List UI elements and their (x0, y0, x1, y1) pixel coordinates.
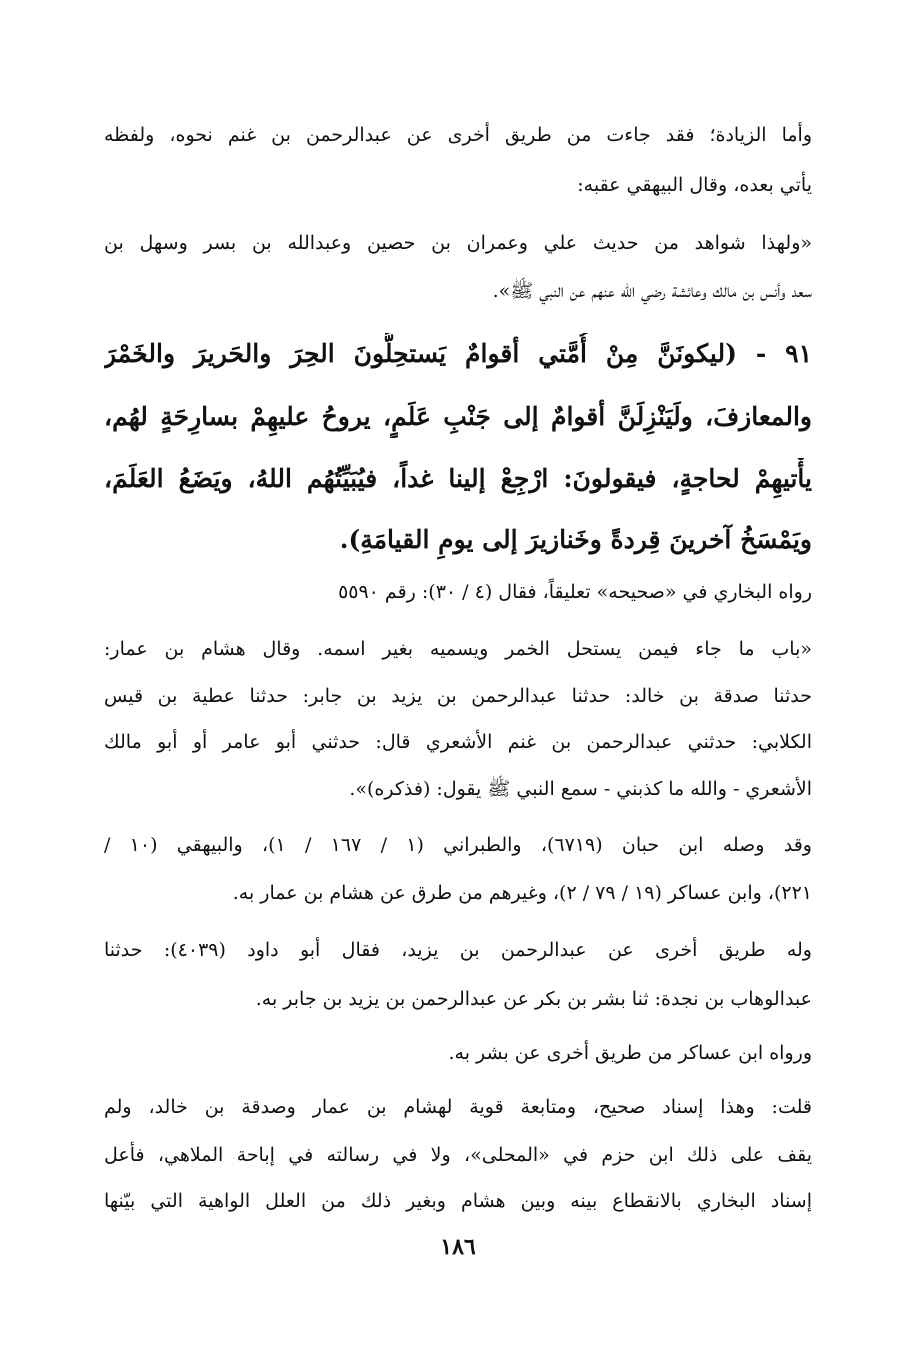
para3-line2: حدثنا صدقة بن خالد: حدثنا عبدالرحمن بن يزيد بن جابر: حدثنا عطية بن قيس (104, 685, 812, 707)
para2-line1: «ولهذا شواهد من حديث علي وعمران بن حصين وعبدالله بن بسر وسهل بن (104, 232, 812, 254)
para1-line2: يأتي بعده، وقال البيهقي عقبه: (577, 174, 812, 196)
hadith-line2: والمعازفَ، ولَيَنْزِلَنَّ أقوامٌ إلى جَنْبِ عَلَمٍ، يروحُ عليهِمْ بسارِحَةٍ لهُم، (104, 402, 812, 431)
source-line: رواه البخاري في «صحيحه» تعليقاً، فقال (٤ / ٣٠): رقم ٥٥٩٠ (338, 581, 812, 603)
para4-line2: ٢٢١)، وابن عساكر (١٩ / ٧٩ / ٢)، وغيرهم من طرق عن هشام بن عمار به. (232, 882, 812, 904)
para5-line1: وله طريق أخرى عن عبدالرحمن بن يزيد، فقال أبو داود (٤٠٣٩): حدثنا (104, 939, 812, 961)
para7-line2: يقف على ذلك ابن حزم في «المحلى»، ولا في رسالته في إباحة الملاهي، فأعل (104, 1144, 812, 1166)
para6-line1: ورواه ابن عساكر من طريق أخرى عن بشر به. (448, 1042, 812, 1064)
page-number: ١٨٦ (440, 1234, 476, 1260)
para7-line1: قلت: وهذا إسناد صحيح، ومتابعة قوية لهشام بن عمار وصدقة بن خالد، ولم (104, 1096, 812, 1118)
hadith-line3: يأْتيهِمْ لحاجةٍ، فيقولونَ: ارْجِعْ إلينا غداً، فيُبَيِّتُهُم اللهُ، ويَضَعُ العَلَمَ، (104, 464, 812, 493)
hadith-line1: ٩١ - (ليكونَنَّ مِنْ أُمَّتي أقوامٌ يَستحِلُّونَ الحِرَ والحَريرَ والخَمْرَ (104, 339, 812, 368)
hadith-line4: ويَمْسَخُ آخرينَ قِردةً وخَنازيرَ إلى يومِ القيامَةِ). (339, 525, 812, 554)
para2-line2: سعد وأنس بن مالك وعائشة رضي الله عنهم عن النبي ﷺ». (492, 280, 812, 302)
para3-line4: الأشعري - والله ما كذبني - سمع النبي ﷺ يقول: (فذكره)». (349, 778, 812, 800)
para1-line1: وأما الزيادة؛ فقد جاءت من طريق أخرى عن عبدالرحمن بن غنم نحوه، ولفظه (104, 124, 812, 146)
para5-line2: عبدالوهاب بن نجدة: ثنا بشر بن بكر عن عبدالرحمن بن يزيد بن جابر به. (255, 988, 812, 1010)
para3-line1: «باب ما جاء فيمن يستحل الخمر ويسميه بغير اسمه. وقال هشام بن عمار: (104, 638, 812, 660)
para3-line3: الكلابي: حدثني عبدالرحمن بن غنم الأشعري قال: حدثني أبو عامر أو أبو مالك (104, 731, 812, 753)
para4-line1: وقد وصله ابن حبان (٦٧١٩)، والطبراني (١ / ١٦٧ / ١)، والبيهقي (١٠ / (104, 834, 812, 856)
para7-line3: إسناد البخاري بالانقطاع بينه وبين هشام وبغير ذلك من العلل الواهية التي بيّنها (104, 1190, 812, 1212)
